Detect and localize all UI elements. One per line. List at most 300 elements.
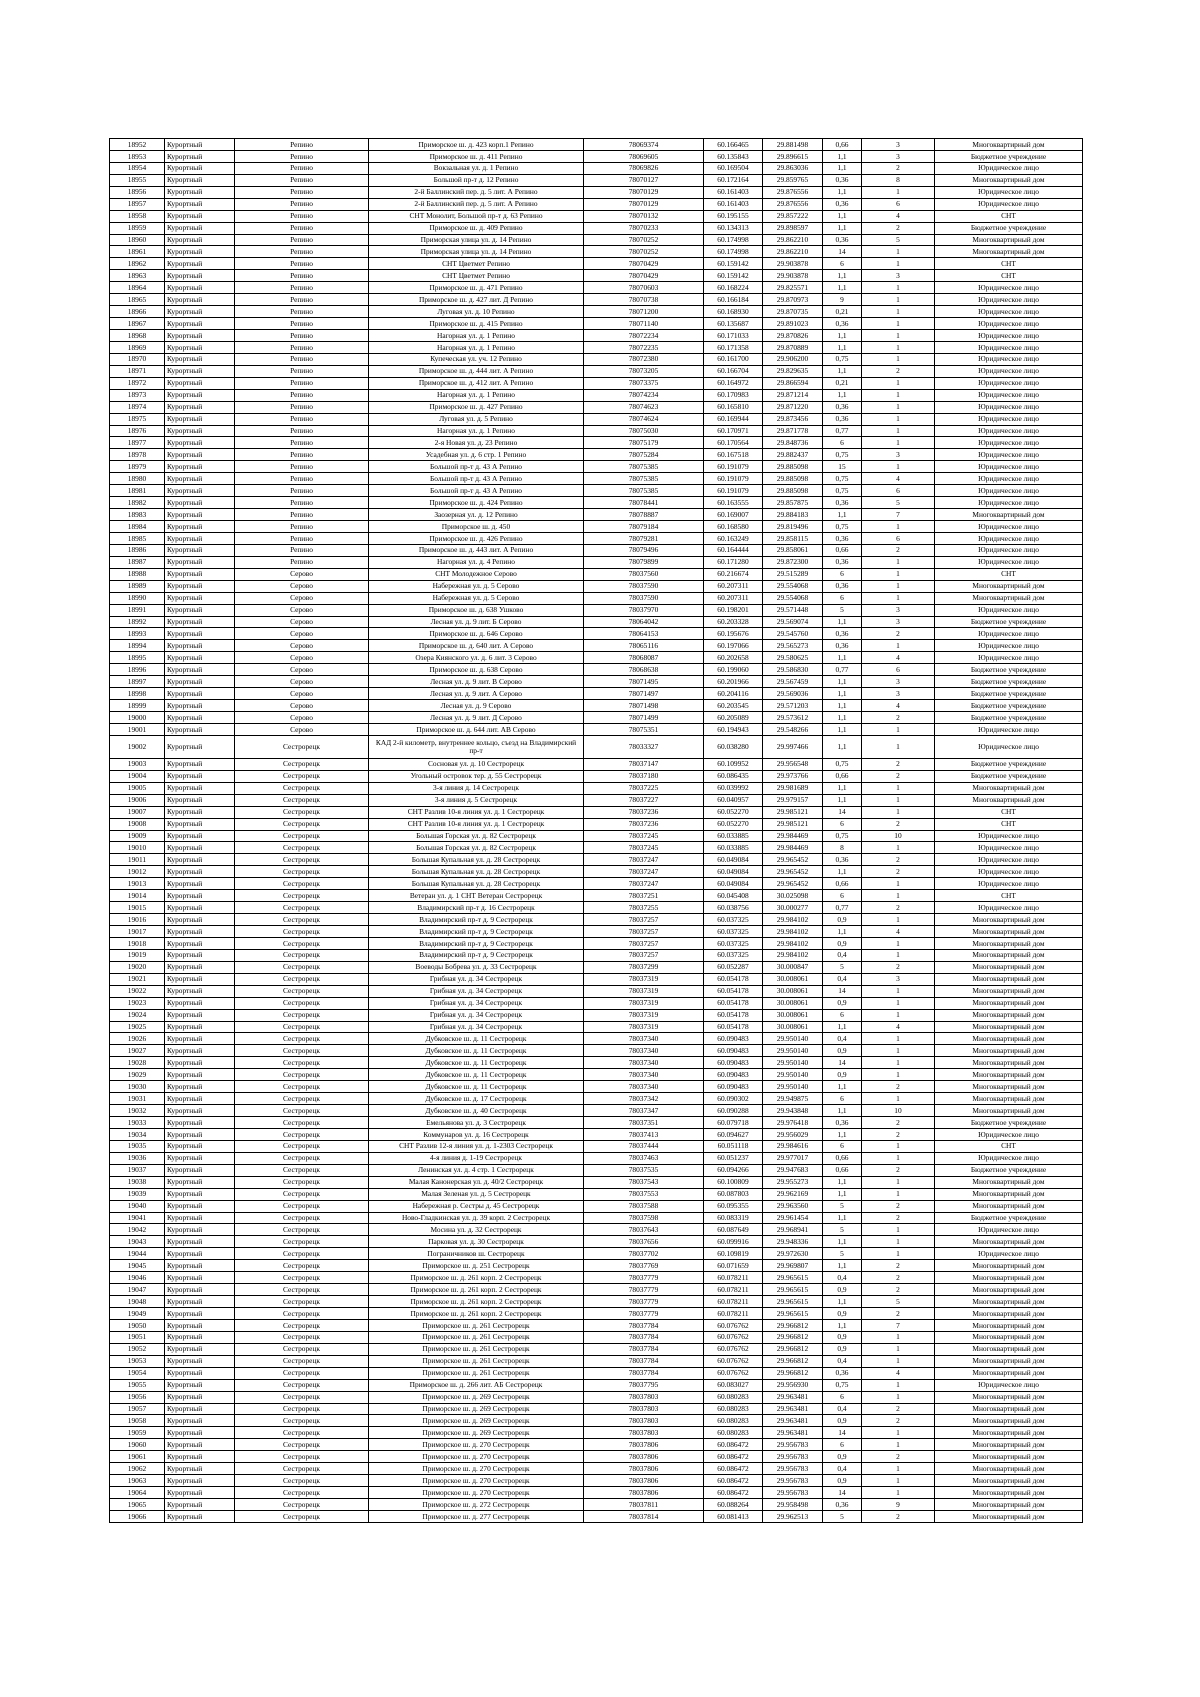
object-id-cell: 78065116 [584, 640, 704, 652]
row-number-cell: 19016 [110, 914, 165, 926]
count-cell: 1 [862, 1331, 935, 1343]
longitude-cell: 29.979157 [763, 794, 823, 806]
object-id-cell: 78072235 [584, 341, 704, 353]
power-value-cell: 9 [823, 294, 862, 306]
object-id-cell: 78064042 [584, 616, 704, 628]
address-cell: Приморское ш. д. 638 Серово [369, 664, 584, 676]
row-number-cell: 19003 [110, 758, 165, 770]
table-row [110, 782, 1083, 794]
row-number-cell: 19066 [110, 1510, 165, 1522]
consumer-type-cell: Юридическое лицо [935, 186, 1083, 198]
table-row [110, 842, 1083, 854]
consumer-type-cell: Многоквартирный дом [935, 1487, 1083, 1499]
table-row [110, 473, 1083, 485]
longitude-cell: 29.965615 [763, 1272, 823, 1284]
locality-cell: Сестрорецк [235, 937, 369, 949]
consumer-type-cell: Многоквартирный дом [935, 1510, 1083, 1522]
row-number-cell: 18955 [110, 174, 165, 186]
locality-cell: Сестрорецк [235, 842, 369, 854]
power-value-cell: 1,1 [823, 688, 862, 700]
latitude-cell: 60.078211 [704, 1308, 763, 1320]
district-cell: Курортный [165, 294, 235, 306]
table-row [110, 353, 1083, 365]
consumer-type-cell: Юридическое лицо [935, 854, 1083, 866]
object-id-cell: 78070129 [584, 186, 704, 198]
address-cell: Приморская улица ул. д. 14 Репино [369, 234, 584, 246]
consumer-type-cell: Многоквартирный дом [935, 1272, 1083, 1284]
locality-cell: Репино [235, 162, 369, 174]
locality-cell: Сестрорецк [235, 1224, 369, 1236]
table-row [110, 485, 1083, 497]
count-cell: 2 [862, 628, 935, 640]
power-value-cell: 0,66 [823, 544, 862, 556]
longitude-cell: 29.973766 [763, 770, 823, 782]
power-value-cell: 0,36 [823, 174, 862, 186]
address-cell: Усадебная ул. д. 6 стр. 1 Репино [369, 449, 584, 461]
row-number-cell: 19063 [110, 1475, 165, 1487]
latitude-cell: 60.109819 [704, 1248, 763, 1260]
latitude-cell: 60.099916 [704, 1236, 763, 1248]
address-cell: Приморское ш. д. 644 лит. АВ Серово [369, 723, 584, 735]
count-cell: 9 [862, 1499, 935, 1511]
consumer-type-cell: Многоквартирный дом [935, 139, 1083, 151]
count-cell: 1 [862, 1188, 935, 1200]
power-value-cell: 1,1 [823, 389, 862, 401]
latitude-cell: 60.169944 [704, 413, 763, 425]
longitude-cell: 29.903878 [763, 270, 823, 282]
data-table [109, 138, 1083, 1523]
longitude-cell: 29.977017 [763, 1152, 823, 1164]
district-cell: Курортный [165, 1379, 235, 1391]
latitude-cell: 60.194943 [704, 723, 763, 735]
consumer-type-cell: Многоквартирный дом [935, 1331, 1083, 1343]
locality-cell: Репино [235, 413, 369, 425]
power-value-cell: 1,1 [823, 365, 862, 377]
locality-cell: Сестрорецк [235, 735, 369, 758]
count-cell: 2 [862, 712, 935, 724]
consumer-type-cell: Юридическое лицо [935, 449, 1083, 461]
count-cell: 3 [862, 616, 935, 628]
count-cell: 1 [862, 389, 935, 401]
district-cell: Курортный [165, 425, 235, 437]
district-cell: Курортный [165, 1510, 235, 1522]
count-cell: 4 [862, 926, 935, 938]
consumer-type-cell: Многоквартирный дом [935, 1319, 1083, 1331]
longitude-cell: 29.825571 [763, 282, 823, 294]
address-cell: Приморское ш. д. 411 Репино [369, 150, 584, 162]
count-cell: 2 [862, 854, 935, 866]
consumer-type-cell: СНТ [935, 806, 1083, 818]
object-id-cell: 78079281 [584, 532, 704, 544]
power-value-cell: 0,75 [823, 473, 862, 485]
power-value-cell: 0,9 [823, 1331, 862, 1343]
object-id-cell: 78037784 [584, 1343, 704, 1355]
power-value-cell: 0,36 [823, 1117, 862, 1129]
consumer-type-cell: Многоквартирный дом [935, 985, 1083, 997]
locality-cell: Сестрорецк [235, 878, 369, 890]
power-value-cell: 1,1 [823, 210, 862, 222]
locality-cell: Репино [235, 425, 369, 437]
consumer-type-cell: Юридическое лицо [935, 401, 1083, 413]
latitude-cell: 60.037325 [704, 914, 763, 926]
count-cell: 1 [862, 1057, 935, 1069]
district-cell: Курортный [165, 222, 235, 234]
longitude-cell: 29.966812 [763, 1367, 823, 1379]
table-row [110, 377, 1083, 389]
object-id-cell: 78037299 [584, 961, 704, 973]
power-value-cell: 0,36 [823, 854, 862, 866]
object-id-cell: 78037543 [584, 1176, 704, 1188]
consumer-type-cell: Многоквартирный дом [935, 997, 1083, 1009]
row-number-cell: 18979 [110, 461, 165, 473]
count-cell: 1 [862, 413, 935, 425]
locality-cell: Репино [235, 282, 369, 294]
district-cell: Курортный [165, 509, 235, 521]
address-cell: Парковая ул. д. 30 Сестрорецк [369, 1236, 584, 1248]
longitude-cell: 29.956783 [763, 1487, 823, 1499]
row-number-cell: 19038 [110, 1176, 165, 1188]
count-cell: 7 [862, 509, 935, 521]
table-row [110, 640, 1083, 652]
power-value-cell: 0,36 [823, 401, 862, 413]
table-row [110, 712, 1083, 724]
row-number-cell: 18974 [110, 401, 165, 413]
consumer-type-cell: Юридическое лицо [935, 437, 1083, 449]
consumer-type-cell: Юридическое лицо [935, 842, 1083, 854]
longitude-cell: 29.898597 [763, 222, 823, 234]
address-cell: Грибная ул. д. 34 Сестрорецк [369, 985, 584, 997]
table-row [110, 341, 1083, 353]
power-value-cell: 1,1 [823, 282, 862, 294]
locality-cell: Сестрорецк [235, 1439, 369, 1451]
consumer-type-cell: Многоквартирный дом [935, 234, 1083, 246]
object-id-cell: 78037227 [584, 794, 704, 806]
power-value-cell: 0,9 [823, 1045, 862, 1057]
address-cell: Приморское ш. д. 251 Сестрорецк [369, 1260, 584, 1272]
latitude-cell: 60.045408 [704, 890, 763, 902]
count-cell: 1 [862, 1343, 935, 1355]
district-cell: Курортный [165, 628, 235, 640]
count-cell: 1 [862, 782, 935, 794]
object-id-cell: 78037247 [584, 878, 704, 890]
locality-cell: Серово [235, 688, 369, 700]
object-id-cell: 78037779 [584, 1272, 704, 1284]
row-number-cell: 18960 [110, 234, 165, 246]
count-cell: 6 [862, 485, 935, 497]
locality-cell: Сестрорецк [235, 818, 369, 830]
row-number-cell: 19061 [110, 1451, 165, 1463]
address-cell: Мосина ул. д. 32 Сестрорецк [369, 1224, 584, 1236]
count-cell: 1 [862, 1224, 935, 1236]
district-cell: Курортный [165, 997, 235, 1009]
address-cell: Грибная ул. д. 34 Сестрорецк [369, 997, 584, 1009]
latitude-cell: 60.090483 [704, 1081, 763, 1093]
count-cell: 1 [862, 806, 935, 818]
locality-cell: Сестрорецк [235, 890, 369, 902]
count-cell: 1 [862, 997, 935, 1009]
count-cell: 2 [862, 1128, 935, 1140]
district-cell: Курортный [165, 282, 235, 294]
row-number-cell: 18994 [110, 640, 165, 652]
power-value-cell: 6 [823, 258, 862, 270]
count-cell: 1 [862, 1033, 935, 1045]
table-row [110, 628, 1083, 640]
power-value-cell: 1,1 [823, 222, 862, 234]
locality-cell: Серово [235, 723, 369, 735]
latitude-cell: 60.169504 [704, 162, 763, 174]
row-number-cell: 19033 [110, 1117, 165, 1129]
locality-cell: Серово [235, 616, 369, 628]
address-cell: Приморское ш. д. 261 корп. 2 Сестрорецк [369, 1284, 584, 1296]
row-number-cell: 18991 [110, 604, 165, 616]
locality-cell: Сестрорецк [235, 782, 369, 794]
table-row [110, 270, 1083, 282]
address-cell: Приморское ш. д. 261 Сестрорецк [369, 1343, 584, 1355]
table-row [110, 1463, 1083, 1475]
object-id-cell: 78069826 [584, 162, 704, 174]
locality-cell: Сестрорецк [235, 1475, 369, 1487]
table-row [110, 1284, 1083, 1296]
count-cell: 1 [862, 377, 935, 389]
table-row [110, 449, 1083, 461]
locality-cell: Сестрорецк [235, 949, 369, 961]
power-value-cell: 0,36 [823, 628, 862, 640]
object-id-cell: 78064153 [584, 628, 704, 640]
longitude-cell: 29.573612 [763, 712, 823, 724]
longitude-cell: 29.515289 [763, 568, 823, 580]
table-row [110, 1117, 1083, 1129]
table-row [110, 497, 1083, 509]
address-cell: Приморское ш. д. 269 Сестрорецк [369, 1427, 584, 1439]
address-cell: 4-я линия д. 1-19 Сестрорецк [369, 1152, 584, 1164]
district-cell: Курортный [165, 688, 235, 700]
object-id-cell: 78037257 [584, 926, 704, 938]
row-number-cell: 19019 [110, 949, 165, 961]
row-number-cell: 19053 [110, 1355, 165, 1367]
district-cell: Курортный [165, 592, 235, 604]
object-id-cell: 78071499 [584, 712, 704, 724]
power-value-cell: 0,75 [823, 353, 862, 365]
row-number-cell: 19054 [110, 1367, 165, 1379]
consumer-type-cell: Многоквартирный дом [935, 1403, 1083, 1415]
consumer-type-cell: Юридическое лицо [935, 198, 1083, 210]
consumer-type-cell: Юридическое лицо [935, 1128, 1083, 1140]
address-cell: Приморское ш. д. 277 Сестрорецк [369, 1510, 584, 1522]
count-cell: 1 [862, 258, 935, 270]
count-cell: 1 [862, 401, 935, 413]
table-row [110, 1140, 1083, 1152]
table-row [110, 1033, 1083, 1045]
district-cell: Курортный [165, 198, 235, 210]
table-row [110, 294, 1083, 306]
table-row [110, 830, 1083, 842]
object-id-cell: 78037784 [584, 1355, 704, 1367]
table-row [110, 401, 1083, 413]
table-row [110, 592, 1083, 604]
table-row [110, 854, 1083, 866]
row-number-cell: 19050 [110, 1319, 165, 1331]
object-id-cell: 78037795 [584, 1379, 704, 1391]
longitude-cell: 29.871778 [763, 425, 823, 437]
longitude-cell: 29.871214 [763, 389, 823, 401]
table-body [110, 139, 1083, 1523]
row-number-cell: 18969 [110, 341, 165, 353]
locality-cell: Сестрорецк [235, 1403, 369, 1415]
power-value-cell: 1,1 [823, 712, 862, 724]
address-cell: 3-я линия д. 14 Сестрорецк [369, 782, 584, 794]
count-cell: 2 [862, 365, 935, 377]
power-value-cell: 0,9 [823, 1069, 862, 1081]
table-row [110, 222, 1083, 234]
row-number-cell: 18965 [110, 294, 165, 306]
power-value-cell: 14 [823, 1487, 862, 1499]
consumer-type-cell: Многоквартирный дом [935, 949, 1083, 961]
power-value-cell: 0,66 [823, 878, 862, 890]
address-cell: Большая Купальная ул. д. 28 Сестрорецк [369, 878, 584, 890]
address-cell: Приморское ш. д. 646 Серово [369, 628, 584, 640]
object-id-cell: 78070252 [584, 234, 704, 246]
district-cell: Курортный [165, 1212, 235, 1224]
longitude-cell: 29.873456 [763, 413, 823, 425]
row-number-cell: 18971 [110, 365, 165, 377]
longitude-cell: 29.956783 [763, 1463, 823, 1475]
district-cell: Курортный [165, 1463, 235, 1475]
power-value-cell: 6 [823, 818, 862, 830]
object-id-cell: 78033327 [584, 735, 704, 758]
object-id-cell: 78070252 [584, 246, 704, 258]
latitude-cell: 60.090483 [704, 1069, 763, 1081]
object-id-cell: 78068638 [584, 664, 704, 676]
count-cell: 1 [862, 1152, 935, 1164]
consumer-type-cell: Юридическое лицо [935, 341, 1083, 353]
locality-cell: Репино [235, 198, 369, 210]
latitude-cell: 60.159142 [704, 270, 763, 282]
row-number-cell: 18984 [110, 521, 165, 533]
consumer-type-cell: Бюджетное учреждение [935, 1117, 1083, 1129]
power-value-cell: 1,1 [823, 1319, 862, 1331]
object-id-cell: 78037180 [584, 770, 704, 782]
table-row [110, 1176, 1083, 1188]
table-row [110, 866, 1083, 878]
object-id-cell: 78071495 [584, 676, 704, 688]
count-cell: 2 [862, 961, 935, 973]
longitude-cell: 29.965452 [763, 866, 823, 878]
latitude-cell: 60.191079 [704, 485, 763, 497]
district-cell: Курортный [165, 580, 235, 592]
table-row [110, 676, 1083, 688]
table-row [110, 246, 1083, 258]
latitude-cell: 60.051237 [704, 1152, 763, 1164]
object-id-cell: 78037656 [584, 1236, 704, 1248]
object-id-cell: 78079184 [584, 521, 704, 533]
object-id-cell: 78074623 [584, 401, 704, 413]
locality-cell: Репино [235, 139, 369, 151]
table-row [110, 794, 1083, 806]
count-cell: 1 [862, 294, 935, 306]
address-cell: Купеческая ул. уч. 12 Репино [369, 353, 584, 365]
object-id-cell: 78079496 [584, 544, 704, 556]
locality-cell: Репино [235, 210, 369, 222]
longitude-cell: 29.586830 [763, 664, 823, 676]
consumer-type-cell: СНТ [935, 568, 1083, 580]
row-number-cell: 18958 [110, 210, 165, 222]
consumer-type-cell: Бюджетное учреждение [935, 1212, 1083, 1224]
count-cell: 10 [862, 830, 935, 842]
locality-cell: Сестрорецк [235, 1248, 369, 1260]
address-cell: Владимирский пр-т д. 9 Сестрорецк [369, 937, 584, 949]
locality-cell: Сестрорецк [235, 866, 369, 878]
count-cell: 6 [862, 664, 935, 676]
object-id-cell: 78037806 [584, 1487, 704, 1499]
latitude-cell: 60.090483 [704, 1033, 763, 1045]
power-value-cell: 0,4 [823, 1033, 862, 1045]
consumer-type-cell: Юридическое лицо [935, 318, 1083, 330]
consumer-type-cell: Юридическое лицо [935, 604, 1083, 616]
address-cell: Приморское ш. д. 638 Ушково [369, 604, 584, 616]
object-id-cell: 78073375 [584, 377, 704, 389]
latitude-cell: 60.201966 [704, 676, 763, 688]
row-number-cell: 18970 [110, 353, 165, 365]
row-number-cell: 18967 [110, 318, 165, 330]
latitude-cell: 60.166184 [704, 294, 763, 306]
power-value-cell: 0,9 [823, 997, 862, 1009]
row-number-cell: 19022 [110, 985, 165, 997]
district-cell: Курортный [165, 461, 235, 473]
address-cell: Приморское ш. д. 415 Репино [369, 318, 584, 330]
power-value-cell: 1,1 [823, 1021, 862, 1033]
district-cell: Курортный [165, 544, 235, 556]
latitude-cell: 60.039992 [704, 782, 763, 794]
row-number-cell: 19004 [110, 770, 165, 782]
power-value-cell: 0,36 [823, 556, 862, 568]
object-id-cell: 78037225 [584, 782, 704, 794]
table-row [110, 1093, 1083, 1105]
district-cell: Курортный [165, 806, 235, 818]
latitude-cell: 60.049084 [704, 878, 763, 890]
locality-cell: Сестрорецк [235, 1188, 369, 1200]
district-cell: Курортный [165, 700, 235, 712]
longitude-cell: 29.963481 [763, 1403, 823, 1415]
table-row [110, 1487, 1083, 1499]
latitude-cell: 60.197066 [704, 640, 763, 652]
count-cell: 2 [862, 1272, 935, 1284]
table-row [110, 735, 1083, 758]
district-cell: Курортный [165, 485, 235, 497]
address-cell: Приморское ш. д. 261 корп. 2 Сестрорецк [369, 1296, 584, 1308]
consumer-type-cell: Юридическое лицо [935, 735, 1083, 758]
longitude-cell: 29.972630 [763, 1248, 823, 1260]
longitude-cell: 29.885098 [763, 485, 823, 497]
locality-cell: Репино [235, 521, 369, 533]
row-number-cell: 18952 [110, 139, 165, 151]
locality-cell: Сестрорецк [235, 997, 369, 1009]
latitude-cell: 60.078211 [704, 1296, 763, 1308]
locality-cell: Сестрорецк [235, 1308, 369, 1320]
address-cell: Малая Канонерская ул. д. 40/2 Сестрорецк [369, 1176, 584, 1188]
row-number-cell: 19009 [110, 830, 165, 842]
object-id-cell: 78071497 [584, 688, 704, 700]
district-cell: Курортный [165, 1045, 235, 1057]
latitude-cell: 60.052270 [704, 818, 763, 830]
district-cell: Курортный [165, 449, 235, 461]
object-id-cell: 78037245 [584, 830, 704, 842]
latitude-cell: 60.033885 [704, 830, 763, 842]
object-id-cell: 78037255 [584, 902, 704, 914]
locality-cell: Сестрорецк [235, 1343, 369, 1355]
power-value-cell: 0,75 [823, 449, 862, 461]
latitude-cell: 60.086472 [704, 1439, 763, 1451]
table-row [110, 664, 1083, 676]
